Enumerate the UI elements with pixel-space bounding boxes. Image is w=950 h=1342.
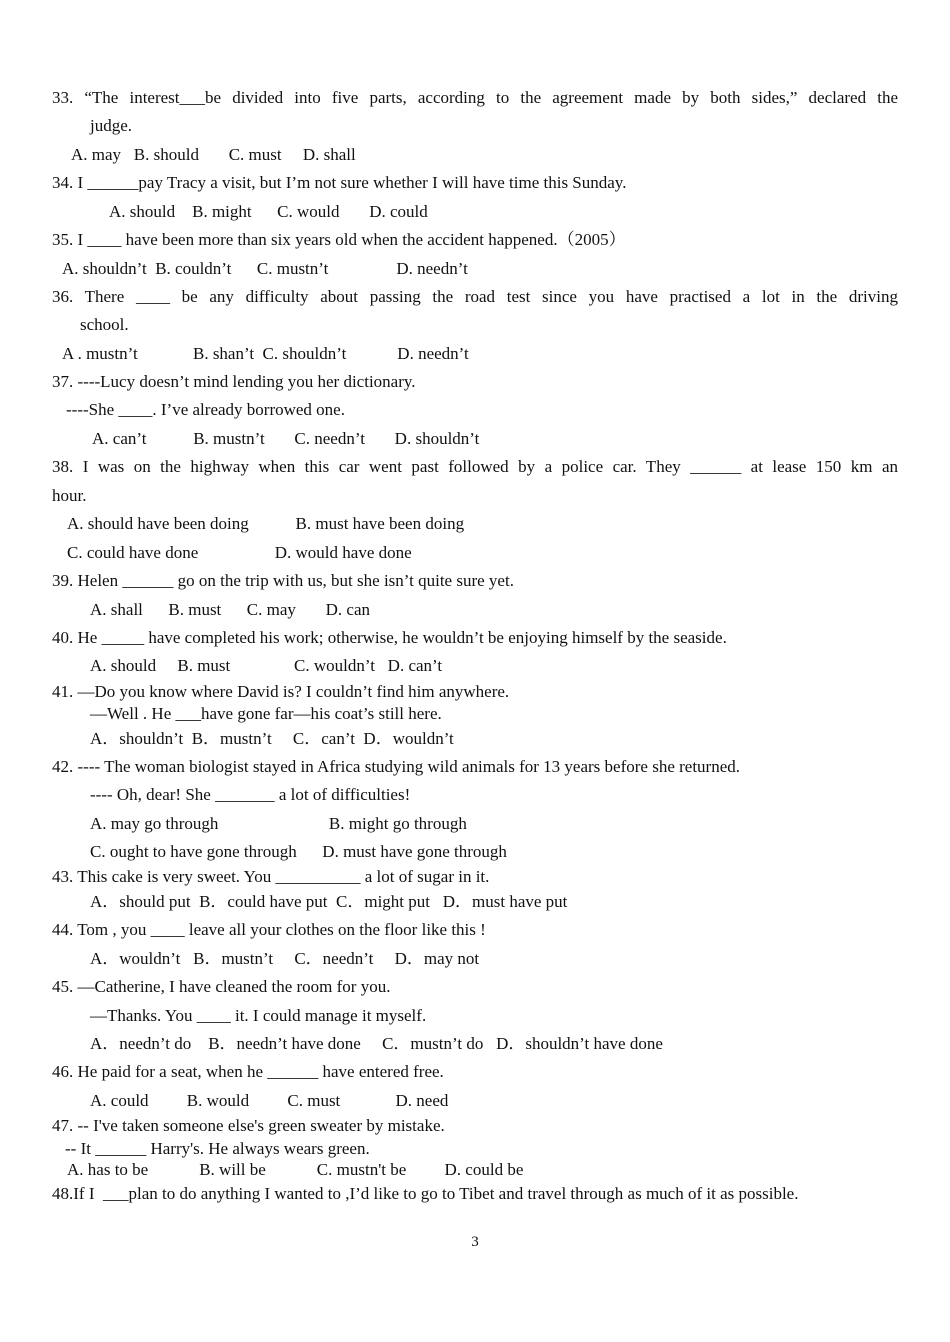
q40-text: 40. He _____ have completed his work; otherwise, he wouldn’t be enjoying himself by the seaside. xyxy=(52,628,727,647)
q40-options: A. should B. must C. wouldn’t D. can’t xyxy=(90,656,443,675)
q42-options-cd: C. ought to have gone through D. must have gone through xyxy=(90,842,507,861)
q38-options-ab: A. should have been doing B. must have been doing xyxy=(67,514,465,533)
q45-dialogue: —Thanks. You ____ it. I could manage it myself. xyxy=(90,1006,427,1025)
q36-text: 36. There ____ be any difficulty about passing the road test since you have practised a lot in the driving xyxy=(52,287,898,306)
q41-dialogue: —Well . He ___have gone far—his coat’s still here. xyxy=(90,704,442,723)
q33-text: 33. “The interest___be divided into five parts, according to the agreement made by both sides,” declared the xyxy=(52,88,898,107)
q48-text: 48.If I ___plan to do anything I wanted to ,I’d like to go to Tibet and travel through as much of it as possible. xyxy=(52,1184,799,1203)
q47-options: A. has to be B. will be C. mustn't be D. could be xyxy=(67,1160,524,1179)
q42-dialogue: ---- Oh, dear! She _______ a lot of difficulties! xyxy=(90,785,411,804)
q41-text: 41. —Do you know where David is? I couldn’t find him anywhere. xyxy=(52,682,510,701)
q33-options: A. may B. should C. must D. shall xyxy=(71,145,356,164)
q45-text: 45. —Catherine, I have cleaned the room for you. xyxy=(52,977,391,996)
page-number: 3 xyxy=(471,1234,479,1250)
q42-text: 42. ---- The woman biologist stayed in Africa studying wild animals for 13 years before she returned. xyxy=(52,757,741,776)
q38-text: 38. I was on the highway when this car went past followed by a police car. They ______ at lease 150 km an xyxy=(52,457,898,476)
q44-options: A．wouldn’t B．mustn’t C．needn’t D．may not xyxy=(90,949,480,968)
q38-options-cd: C. could have done D. would have done xyxy=(67,543,412,562)
q43-text: 43. This cake is very sweet. You __________ a lot of sugar in it. xyxy=(52,867,490,886)
q47-text: 47. -- I've taken someone else's green sweater by mistake. xyxy=(52,1116,445,1135)
q34-options: A. should B. might C. would D. could xyxy=(109,202,428,221)
q41-options: A．shouldn’t B．mustn’t C．can’t D．wouldn’t xyxy=(90,729,454,748)
q34-text: 34. I ______pay Tracy a visit, but I’m not sure whether I will have time this Sunday. xyxy=(52,173,627,192)
q45-options: A．needn’t do B．needn’t have done C．mustn’t do D．shouldn’t have done xyxy=(90,1034,663,1053)
q47-dialogue: -- It ______ Harry's. He always wears green. xyxy=(65,1139,370,1158)
q36-options: A . mustn’t B. shan’t C. shouldn’t D. needn’t xyxy=(62,344,469,363)
q35-options: A. shouldn’t B. couldn’t C. mustn’t D. needn’t xyxy=(62,259,468,278)
q37-dialogue: ----She ____. I’ve already borrowed one. xyxy=(66,400,345,419)
q42-options-ab: A. may go through B. might go through xyxy=(90,814,467,833)
q46-text: 46. He paid for a seat, when he ______ have entered free. xyxy=(52,1062,444,1081)
q39-options: A. shall B. must C. may D. can xyxy=(90,600,371,619)
q44-text: 44. Tom , you ____ leave all your clothes on the floor like this ! xyxy=(52,920,486,939)
q39-text: 39. Helen ______ go on the trip with us, but she isn’t quite sure yet. xyxy=(52,571,514,590)
q43-options: A．should put B．could have put C．might put D．must have put xyxy=(90,892,568,911)
q46-options: A. could B. would C. must D. need xyxy=(90,1091,449,1110)
q37-options: A. can’t B. mustn’t C. needn’t D. shouldn’t xyxy=(92,429,480,448)
q36-text-cont: school. xyxy=(80,315,129,334)
q38-text-cont: hour. xyxy=(52,486,87,505)
q33-text-cont: judge. xyxy=(90,116,133,135)
q37-text: 37. ----Lucy doesn’t mind lending you her dictionary. xyxy=(52,372,416,391)
q35-text: 35. I ____ have been more than six years old when the accident happened.（2005） xyxy=(52,230,626,249)
